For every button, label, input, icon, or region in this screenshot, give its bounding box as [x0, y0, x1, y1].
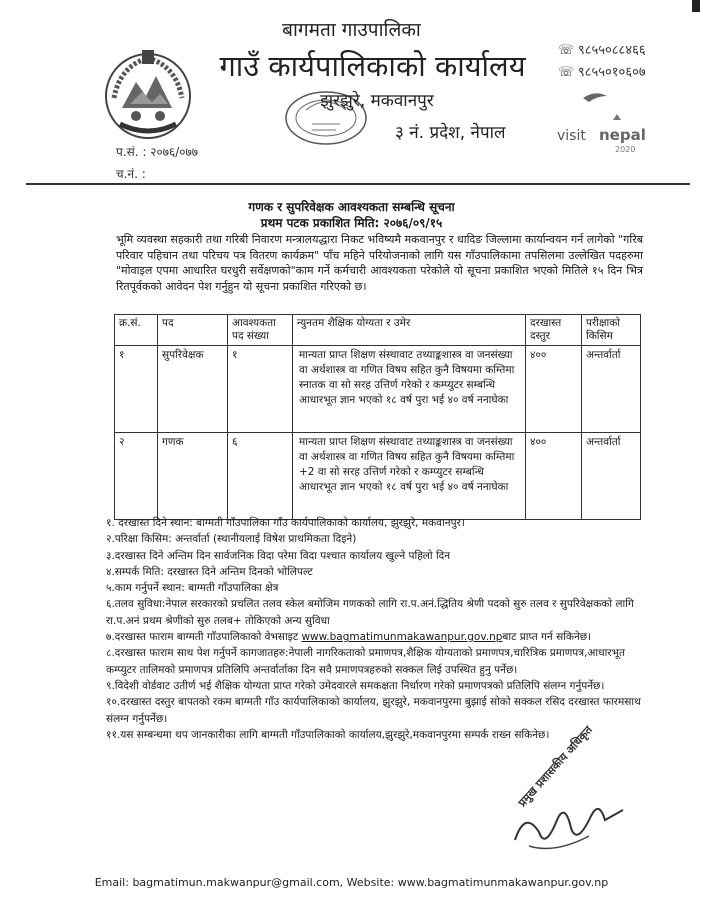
condition-item: ३.दरखास्त दिने अन्तिम दिन सार्वजनिक विदा परेमा विदा पश्चात कार्यालय खुल्ने पहिलो दिन: [106, 549, 451, 562]
table-header-row: [115, 315, 641, 346]
condition-item: १०.दरखास्त दस्तुर बापतको रकम बाग्मती गाँउ कार्यपालिकाको कार्यालय, झुरझुरे, मकवानपुरमा बुझाई सोको सक्कल रसिद दरखास्त फारमसाथ संलग्न गर्नुपर्नेछ।: [106, 696, 641, 725]
visit-nepal-logo: [553, 84, 663, 156]
notice-title: गणक र सुपरिवेक्षक आवश्यकता सम्बन्धि सूचना: [248, 200, 455, 214]
svg-text:nepal: nepal: [599, 126, 646, 144]
signatory-title: प्रमुख प्रशासकीय अधिकृत: [515, 723, 595, 810]
condition-item: ६.तलव सुविधा:नेपाल सरकारको प्रचलित तलव स्केल बमोजिम गणकको लागि रा.प.अनं.द्धितिय श्रेणी पदको सुरु तलव र सुपरिवेक्षकको लागि रा.प.अनं प्रथम श्रेणीको सुरु तलब+ तोकिएको अन्य सुविधा: [106, 598, 634, 627]
condition-text: ७.दरखास्त फाराम बाग्मती गाँउपालिकाको वेभसाइट: [106, 631, 302, 644]
vacancy-table: [114, 314, 641, 520]
row-sn: १: [115, 346, 158, 433]
condition-item: ९.विदेशी वोर्डवाट उतीर्ण भई शैक्षिक योग्यता प्राप्त गरेको उमेदवारले समकक्षता निर्धारण गरेको प्रमाणपत्रको प्रतिलिपि संलग्न गर्नुपर्नेछ।: [106, 679, 605, 692]
condition-text: बाट प्राप्त गर्न सकिनेछ।: [502, 631, 592, 644]
svg-text:2020: 2020: [615, 145, 636, 154]
office-name: गाउँ कार्यपालिकाको कार्यालय: [219, 49, 526, 83]
condition-item: २.परिक्षा किसिम: अन्तर्वार्ता (स्थानीयलाई विषेश प्राथमिकता दिइने): [106, 533, 357, 546]
condition-item: १. दरखास्त दिने स्थान: बाग्मती गाँउपालिका गाँउ कार्यपालिकाको कार्यालय, झुरझुरे, मकवानपुर।: [106, 517, 465, 529]
telephone-icon: ☏: [558, 43, 575, 58]
row-post: सुपरिवेक्षक: [158, 346, 228, 433]
visit-nepal-mark-icon: [553, 84, 663, 156]
row-count: ६: [228, 433, 293, 520]
condition-item: ११.यस सम्बन्धमा थप जानकारीका लागि बाग्मती गाँउपालिकाको कार्यालय,झुरझुरे,मकवानपुरमा सम्पर्क राख्न सकिनेछ।: [106, 728, 550, 741]
col-header-qualification: न्युनतम शैक्षिक योग्यता र उमेर: [293, 315, 526, 346]
row-fee: ४००: [526, 433, 582, 520]
condition-item-website: [106, 629, 646, 645]
row-post: गणक: [158, 433, 228, 520]
phone-number-2: ☏ ९८५५०१०६०७: [558, 65, 646, 80]
row-qualification: मान्यता प्राप्त शिक्षण संस्थावाट तथ्याङ्कशास्त्र वा जनसंख्या वा अर्थशास्त्र वा गणित विषय सहित कुनै विषयमा कम्तिमा स्नातक वा सो सरह उत्तिर्ण गरेको र कम्प्युटर सम्बन्धि आधारभूत ज्ञान भएको १८ वर्ष पुरा भई ४० वर्ष ननाघेका: [293, 346, 526, 433]
header-divider: [26, 183, 690, 185]
website-link[interactable]: www.bagmatimunmakawanpur.gov.np: [301, 631, 503, 644]
condition-item: ४.सम्पर्क मिति: दरखास्त दिने अन्तिम दिनको भोलिपल्ट: [106, 565, 313, 578]
condition-item: ८.दरखास्त फाराम साथ पेश गर्नुपर्ने कागजातहरु:नेपाली नागरिकताको प्रमाणपत्र,शैक्षिक योग्यताको प्रमाणपत्र,चारित्रिक प्रमाणपत्र,आधारभूत कम्प्युटर तालिमको प्रमाणपत्र प्रतिलिपि अन्तर्वार्ताका दिन सवै प्रमाणपत्रहरुको सक्कल लिई उपस्थित हुनु पर्नेछ।: [106, 647, 625, 676]
office-location: झुरझुरे, मकवानपुर: [320, 91, 434, 111]
condition-item: ५.काम गर्नुपर्ने स्थान: बाग्मती गाँउपालिका क्षेत्र: [106, 582, 279, 595]
footer-contact: Email: bagmatimun.makwanpur@gmail.com, Website: www.bagmatimunmakawanpur.gov.np: [94, 876, 609, 889]
notice-body: भूमि व्यवस्था सहकारी तथा गरिबी निवारण मन्त्रालयद्धारा निकट भविष्यमै मकवानपुर र धादिङ जिल्लामा कार्यान्वयन गर्न लागेको "गरिब परिवार पहिचान तथा परिचय पत्र वितरण कार्यक्रम" पाँच महिने परियोजनाको लागि यस गाँउपालिकामा तपसिलमा उल्लेखित पदहरुमा "मोवाइल एपमा आधारित घरधुरी सर्वेक्षणको"काम गर्ने कर्मचारी आवश्यकता परेकोले यो सूचना प्रकाशित भएको मितिले १५ दिन भित्र रितपूर्वकको आवेदन पेश गर्नुहुन यो सूचना प्रकाशित गरिएको छ।: [116, 233, 643, 293]
reference-number: प.सं. : २०७६/०७७: [116, 145, 198, 159]
scan-edge-mark: [692, 0, 700, 12]
conditions-list: [106, 515, 646, 743]
province: ३ नं. प्रदेश, नेपाल: [395, 123, 506, 143]
col-header-sn: क्र.सं.: [115, 315, 158, 346]
row-fee: ४००: [526, 346, 582, 433]
table-row: [115, 346, 641, 433]
row-exam: अन्तर्वार्ता: [582, 346, 641, 433]
col-header-post: पद: [158, 315, 228, 346]
row-sn: २: [115, 433, 158, 520]
svg-text:visit: visit: [557, 128, 586, 144]
col-header-fee: दरखास्त दस्तुर: [526, 315, 582, 346]
row-count: १: [228, 346, 293, 433]
dispatch-number: च.नं. :: [116, 167, 146, 181]
row-qualification: मान्यता प्राप्त शिक्षण संस्थावाट तथ्याङ्कशास्त्र वा जनसंख्या वा अर्थशास्त्र वा गणित विषय सहित कुनै विषयमा कम्तिमा +2 वा सो सरह उत्तिर्ण गरेको र कम्प्युटर सम्बन्धि आधारभूत ज्ञान भएको १८ वर्ष पुरा भई ४० वर्ष ननाघेका: [293, 433, 526, 520]
table-row: [115, 433, 641, 520]
municipality-name: बागमता गाउपालिका: [282, 19, 421, 41]
publication-date: प्रथम पटक प्रकाशित मिति: २०७६/०९/१५: [260, 216, 443, 230]
col-header-count: आवश्यकता पद संख्या: [228, 315, 293, 346]
telephone-icon: ☏: [558, 65, 575, 80]
row-exam: अन्तर्वार्ता: [582, 433, 641, 520]
col-header-exam: परीक्षाको किसिम: [582, 315, 641, 346]
phone-number-1: ☏ ९८५५०८८४६६: [558, 43, 646, 58]
